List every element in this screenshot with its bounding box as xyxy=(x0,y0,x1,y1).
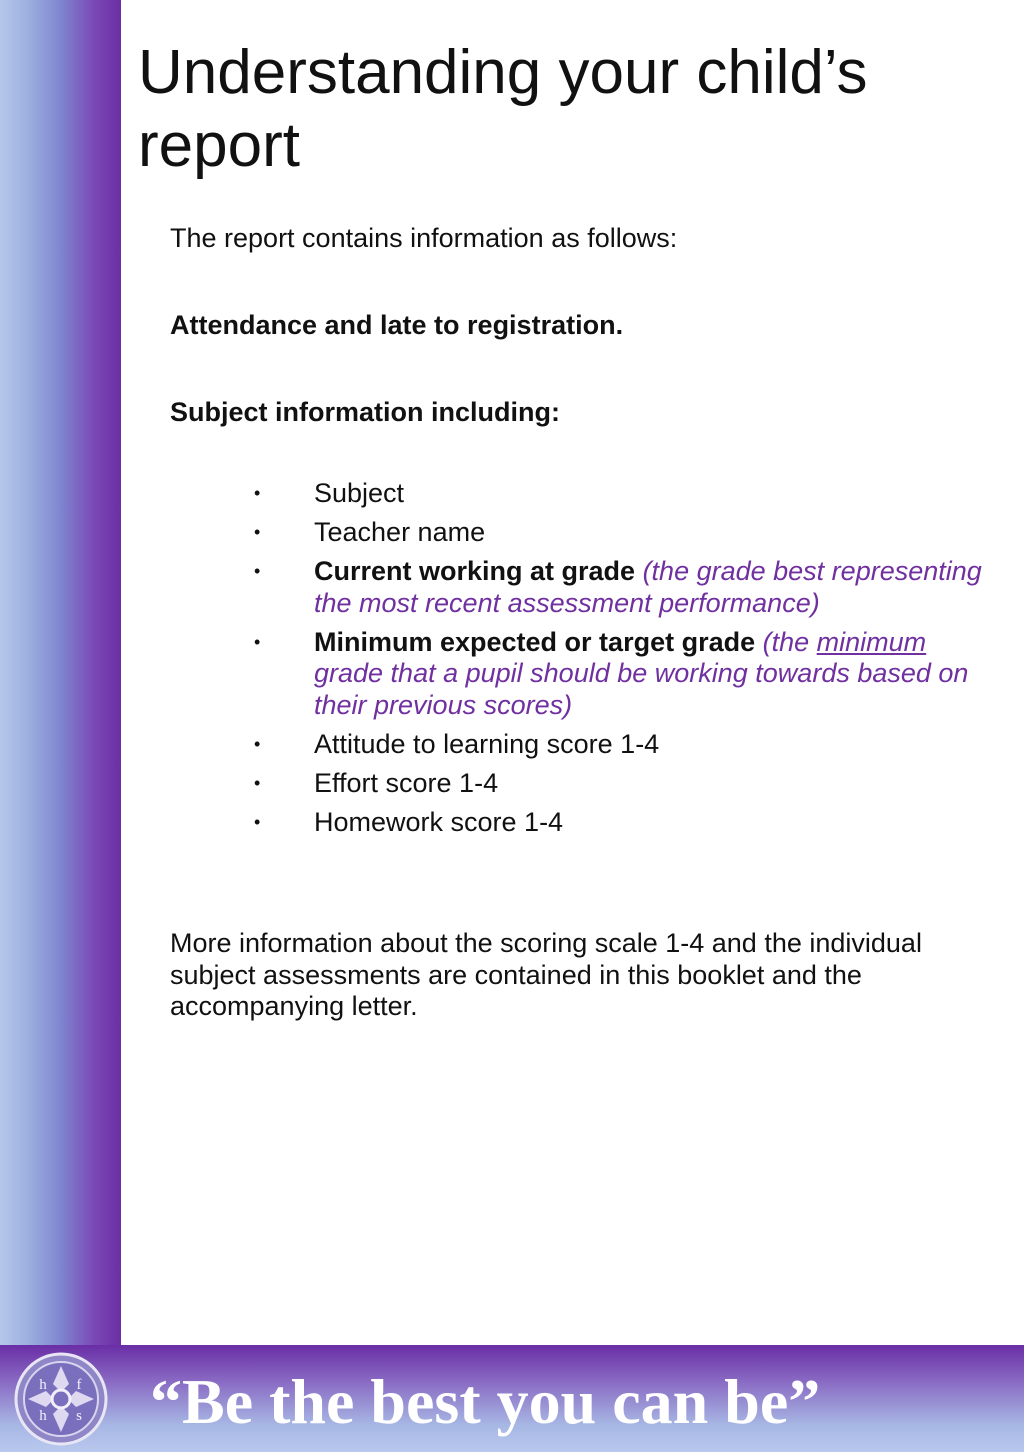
list-item xyxy=(252,768,992,800)
item-subject: Subject xyxy=(314,478,405,508)
item-current-grade-label: Current working at grade xyxy=(314,556,636,586)
side-decorative-bar xyxy=(0,0,121,1345)
list-item xyxy=(252,556,992,619)
item-current-grade-note: (the grade best representing the most recent assessment performance) xyxy=(314,556,982,618)
attendance-heading: Attendance and late to registration. xyxy=(170,310,624,340)
list-item xyxy=(252,807,992,839)
bullet-icon: • xyxy=(254,733,261,754)
crest-letter: h xyxy=(39,1408,47,1424)
item-minimum-grade-label: Minimum expected or target grade xyxy=(314,626,756,657)
subject-info-list xyxy=(252,478,992,846)
list-item xyxy=(252,478,992,510)
bullet-icon: • xyxy=(254,483,261,503)
subject-info-heading: Subject information including: xyxy=(170,397,560,427)
item-homework-score: Homework score 1-4 xyxy=(314,806,564,837)
bullet-icon: • xyxy=(254,772,261,793)
item-teacher-name: Teacher name xyxy=(314,517,486,547)
crest-letter: f xyxy=(76,1377,82,1393)
bullet-icon: • xyxy=(254,561,261,581)
bullet-icon: • xyxy=(254,811,261,832)
bullet-icon: • xyxy=(254,631,261,652)
crest-letter: s xyxy=(76,1408,82,1424)
crest-letter: h xyxy=(39,1377,47,1393)
school-crest-icon xyxy=(14,1352,108,1446)
list-item xyxy=(252,729,992,761)
item-attitude-score: Attitude to learning score 1-4 xyxy=(314,728,660,759)
list-item xyxy=(252,517,992,549)
list-item xyxy=(252,627,992,722)
footer-motto: “Be the best you can be” xyxy=(150,1366,821,1437)
more-info-paragraph: More information about the scoring scale 1-4 and the individual subject assessments are contained in this booklet and the accompanying letter. xyxy=(170,928,922,1021)
note-underlined-word: minimum xyxy=(816,626,927,657)
intro-text: The report contains information as follows: xyxy=(170,223,678,253)
note-prefix: (the xyxy=(762,626,817,657)
item-effort-score: Effort score 1-4 xyxy=(314,767,499,798)
page-title: Understanding your child’s report xyxy=(138,38,868,180)
bullet-icon: • xyxy=(254,522,261,542)
note-suffix: grade that a pupil should be working towards based on their previous scores) xyxy=(314,658,969,720)
